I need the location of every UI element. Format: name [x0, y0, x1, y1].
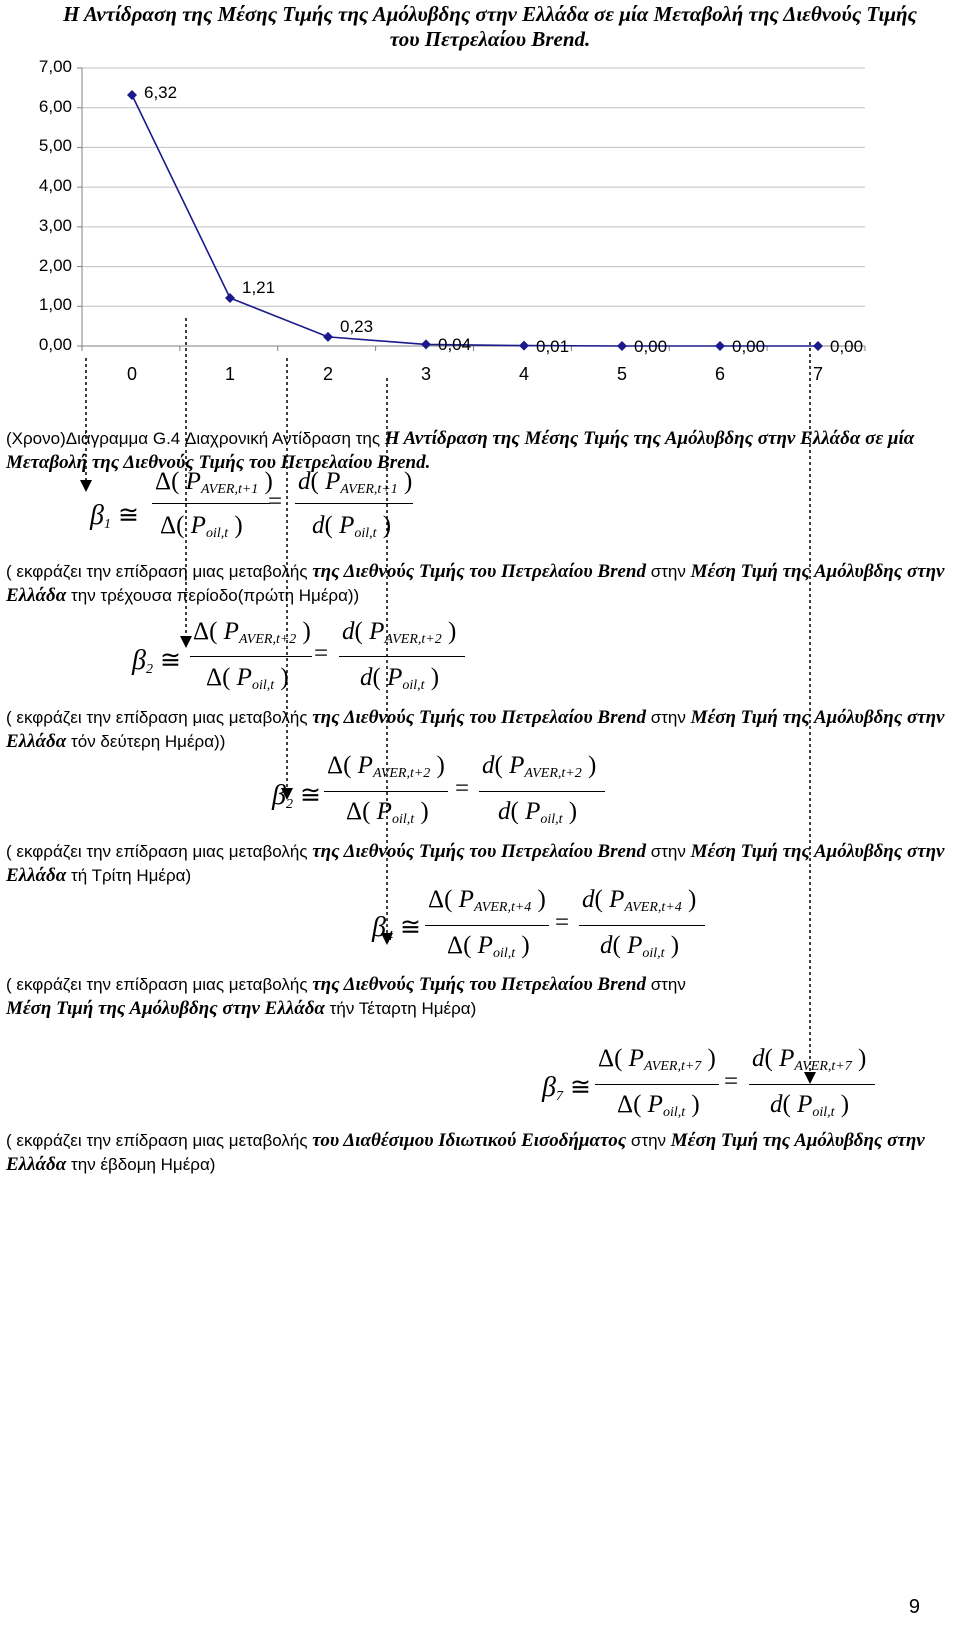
y-tick-label: 4,00	[38, 176, 72, 196]
chart-title: Η Αντίδραση της Μέσης Τιμής της Αμόλυβδης στην Ελλάδα σε μία Μεταβολή της Διεθνούς Τιμής του Πετρελαίου Brend.	[63, 2, 917, 51]
formula-1-eq: =	[268, 488, 283, 515]
x-tick-label: 7	[812, 364, 823, 384]
formula-1-num-right: d( $P_{AVER,t+1}$ )	[298, 468, 413, 497]
data-point-7	[813, 341, 823, 351]
data-point-4	[519, 341, 529, 351]
formula-1-beta: $\beta_1$	[90, 500, 111, 532]
data-point-3	[421, 339, 431, 349]
formula-5-den-left: Δ( $P_{oil,t}$ )	[617, 1091, 700, 1120]
formula-2-num-right: d( $P_{AVER,t+2}$ )	[342, 618, 457, 647]
formula-1-den-right: d( $P_{oil,t}$ )	[312, 512, 392, 541]
formula-4-eq: =	[555, 909, 570, 936]
formula-4-den-left: Δ( $P_{oil,t}$ )	[447, 932, 530, 961]
data-point-1	[225, 293, 235, 303]
formula-1-bar-left	[152, 503, 270, 504]
formula-2-approx: ≅	[160, 647, 181, 674]
paragraph-2: ( εκφράζει την επίδραση μιας μεταβολής της Διεθνούς Τιμής του Πετρελαίου Brend στην Μέση Τιμή της Αμόλυβδης στην Ελλάδα τόν δεύτερη Ημέρα))	[6, 707, 945, 752]
paragraph-3: ( εκφράζει την επίδραση μιας μεταβολής της Διεθνούς Τιμής του Πετρελαίου Brend στην Μέση Τιμή της Αμόλυβδης στην Ελλάδα τή Τρίτη Ημέρα)	[6, 841, 945, 886]
formula-2-den-right: d( $P_{oil,t}$ )	[360, 664, 440, 693]
formula-3-eq: =	[455, 775, 470, 802]
data-point-2	[323, 332, 333, 342]
paragraph-1: ( εκφράζει την επίδραση μιας μεταβολής της Διεθνούς Τιμής του Πετρελαίου Brend στην Μέση Τιμή της Αμόλυβδης στην Ελλάδα την τρέχουσα περίοδο(πρώτη Ημέρα))	[6, 561, 945, 606]
formula-2-den-left: Δ( $P_{oil,t}$ )	[206, 664, 289, 693]
formula-5-beta: $\beta_7$	[542, 1072, 563, 1104]
x-tick-label: 0	[126, 364, 137, 384]
marker-layer	[127, 90, 823, 351]
formula-3-den-left: Δ( $P_{oil,t}$ )	[346, 798, 429, 827]
y-tick-label: 2,00	[38, 255, 72, 275]
data-label: 0,00	[830, 337, 864, 356]
y-tick-label: 7,00	[38, 57, 72, 76]
data-label: 0,00	[732, 337, 766, 356]
paragraph-4: ( εκφράζει την επίδραση μιας μεταβολής της Διεθνούς Τιμής του Πετρελαίου Brend στην Μέση Τιμή της Αμόλυβδης στην Ελλάδα τήν Τέταρτη Ημέρα)	[6, 974, 686, 1019]
formula-1-den-left: Δ( $P_{oil,t}$ )	[160, 512, 243, 541]
formula-3-bar-right	[479, 791, 605, 792]
caption-bold: Η Αντίδραση της Μέσης Τιμής της Αμόλυβδης στην Ελλάδα σε μία Μεταβολή της Διεθνούς Τιμής του Πετρελαίου Brend.	[6, 428, 915, 473]
data-label: 0,23	[340, 316, 374, 336]
formula-2-num-left: Δ( $P_{AVER,t+2}$ )	[193, 618, 311, 647]
y-tick-label: 1,00	[38, 295, 72, 315]
formula-4-num-left: Δ( $P_{AVER,t+4}$ )	[428, 886, 546, 915]
formula-4-approx: ≅	[400, 914, 421, 941]
formula-3-num-right: d( $P_{AVER,t+2}$ )	[482, 752, 597, 781]
formula-5-approx: ≅	[570, 1074, 591, 1101]
data-label: 1,21	[242, 277, 276, 297]
caption-plain: (Χρονο)Διάγραμμα G.4 Διαχρονική Αντίδραση της	[6, 429, 385, 448]
formula-1-approx: ≅	[118, 502, 139, 529]
data-label: 0,00	[634, 337, 668, 356]
series-line-layer	[132, 95, 818, 346]
y-tick-label: 3,00	[38, 215, 72, 235]
line-chart	[0, 0, 960, 400]
formula-4-bar-left	[425, 925, 549, 926]
x-tick-label: 6	[714, 364, 725, 384]
data-point-0	[127, 90, 137, 100]
formula-4-num-right: d( $P_{AVER,t+4}$ )	[582, 886, 697, 915]
data-point-5	[617, 341, 627, 351]
formula-1-bar-right	[295, 503, 413, 504]
formula-4-beta: $\beta_4$	[372, 912, 393, 944]
x-tick-label: 1	[224, 364, 235, 384]
formula-3-beta: $\beta_2$	[272, 780, 293, 812]
x-tick-label: 4	[518, 364, 529, 384]
data-label: 0,01	[536, 336, 570, 356]
paragraph-5: ( εκφράζει την επίδραση μιας μεταβολής του Διαθέσιμου Ιδιωτικού Εισοδήματος στην Μέση Τιμή της Αμόλυβδης στην Ελλάδα την έβδομη Ημέρα)	[6, 1130, 925, 1175]
y-tick-label: 5,00	[38, 136, 72, 156]
x-tick-label: 5	[616, 364, 627, 384]
y-tick-label: 6,00	[38, 96, 72, 116]
formula-5-num-left: Δ( $P_{AVER,t+7}$ )	[598, 1045, 716, 1074]
formula-5-bar-left	[595, 1084, 719, 1085]
data-point-6	[715, 341, 725, 351]
formula-3-approx: ≅	[300, 782, 321, 809]
figure-caption	[6, 427, 956, 475]
data-label: 6,32	[144, 83, 178, 102]
formula-2-bar-left	[190, 656, 312, 657]
formula-3-den-right: d( $P_{oil,t}$ )	[498, 798, 578, 827]
formula-2-bar-right	[339, 656, 465, 657]
x-tick-label: 2	[322, 364, 333, 384]
series-line	[132, 95, 818, 346]
page-number: 9	[908, 1596, 920, 1618]
formula-5-eq: =	[724, 1068, 739, 1095]
formula-2-eq: =	[314, 640, 329, 667]
formula-5-bar-right	[749, 1084, 875, 1085]
formula-4-bar-right	[579, 925, 705, 926]
formula-5-den-right: d( $P_{oil,t}$ )	[770, 1091, 850, 1120]
chart-grid	[82, 68, 865, 306]
formula-5-num-right: d( $P_{AVER,t+7}$ )	[752, 1045, 867, 1074]
formula-2-beta: $\beta_2$	[132, 645, 153, 677]
x-tick-label: 3	[420, 364, 431, 384]
formula-3-bar-left	[324, 791, 448, 792]
chart-axes	[77, 68, 865, 351]
formula-1-num-left: Δ( $P_{AVER,t+1}$ )	[155, 468, 273, 497]
formula-3-num-left: Δ( $P_{AVER,t+2}$ )	[327, 752, 445, 781]
formula-4-den-right: d( $P_{oil,t}$ )	[600, 932, 680, 961]
data-label: 0,04	[438, 335, 472, 355]
y-tick-label: 0,00	[38, 335, 72, 354]
